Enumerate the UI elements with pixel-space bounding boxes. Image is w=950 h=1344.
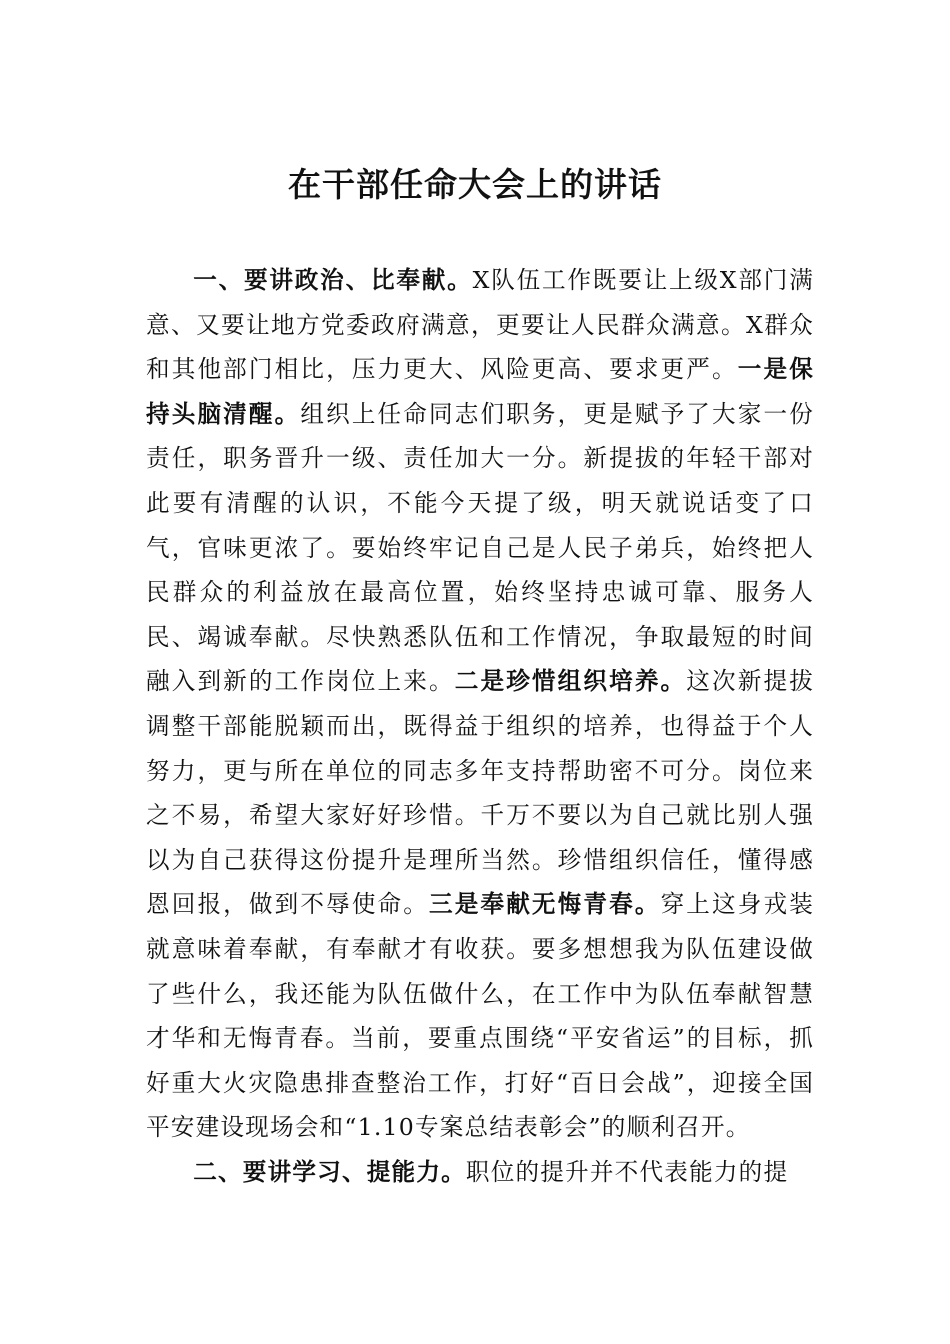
paragraph-2 [146,1150,814,1195]
point-heading-3: 三是奉献无悔青春。 [429,890,661,919]
point-heading-2: 二是珍惜组织培养。 [454,667,687,696]
paragraph-text: X队伍工作既要让上级X部门满意、又要让地方党委政府满意，更要让人民群众满意。X群众和其他部门相比，压力更大、风险更高、要求更严。 [146,266,814,384]
paragraph-1 [146,258,814,1150]
document-body [146,258,814,1194]
section-heading-1: 一、要讲政治、比奉献。 [193,266,473,294]
paragraph-text: 穿上这身戎装就意味着奉献，有奉献才有收获。要多想想我为队伍建设做了些什么，我还能为队伍做什么，在工作中为队伍奉献智慧才华和无悔青春。当前，要重点围绕“平安省运”的目标，抓好重大火灾隐患排查整治工作，打好“百日会战”，迎接全国平安建设现场会和“1.10专案总结表彰会”的顺利召开。 [146,890,814,1142]
point-heading-1: 一是保持头脑清醒。 [146,355,814,428]
section-heading-2: 二、要讲学习、提能力。 [193,1157,466,1186]
page-title: 在干部任命大会上的讲话 [288,165,662,204]
paragraph-text: 这次新提拔调整干部能脱颖而出，既得益于组织的培养，也得益于个人努力，更与所在单位的同志多年支持帮助密不可分。岗位来之不易，希望大家好好珍惜。千万不要以为自己就比别人强以为自己获得这份提升是理所当然。珍惜组织信任，懂得感恩回报，做到不辱使命。 [146,667,814,919]
paragraph-text: 职位的提升并不代表能力的提 [465,1157,789,1186]
paragraph-text: 组织上任命同志们职务，更是赋予了大家一份责任，职务晋升一级、责任加大一分。新提拔的年轻干部对此要有清醒的认识，不能今天提了级，明天就说话变了口气，官味更浓了。要始终牢记自己是人民子弟兵，始终把人民群众的利益放在最高位置，始终坚持忠诚可靠、服务人民、竭诚奉献。尽快熟悉队伍和工作情况，争取最短的时间融入到新的工作岗位上来。 [146,399,815,696]
